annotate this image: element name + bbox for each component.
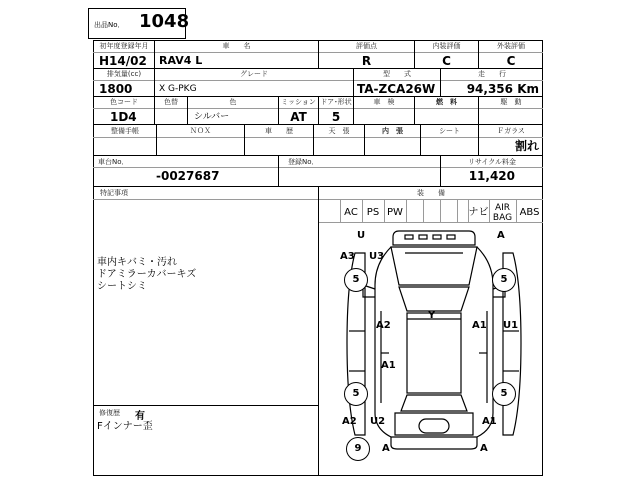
fuel-label: 燃 料 <box>436 98 457 106</box>
mark-a-front-right: A <box>497 230 505 241</box>
drive-label: 駆 動 <box>500 98 522 106</box>
score-label: 評価点 <box>356 42 377 50</box>
mark-a1-rear: A1 <box>482 416 497 427</box>
displacement-value: 1800 <box>99 82 133 96</box>
right-body-side <box>477 247 493 437</box>
repair-history-value: 有 <box>135 411 145 422</box>
color-name-value: シルバー <box>194 112 230 122</box>
mark-y-roof: Y <box>428 310 436 321</box>
mileage-value: 94,356 Km <box>466 82 539 96</box>
equipment-label: 装 備 <box>417 189 445 197</box>
mission-value: AT <box>290 110 307 124</box>
spare-tire-shape <box>419 419 449 433</box>
doors-value: 5 <box>331 110 341 124</box>
doors-label: ドア･形状 <box>320 98 352 106</box>
mark-a1-right: A1 <box>472 320 487 331</box>
front-bumper-slots <box>405 235 413 239</box>
repair-note: Fインナー歪 <box>97 421 153 432</box>
roof-shape <box>407 313 461 393</box>
tailgate-shape <box>395 413 473 435</box>
windshield-shape <box>399 287 469 311</box>
model-code-label: 型 式 <box>383 70 411 78</box>
equip-ac: AC <box>344 207 358 218</box>
mark-a2-left: A2 <box>376 320 391 331</box>
exterior-rating-label: 外装評価 <box>497 42 525 50</box>
remarks-label: 特記事項 <box>100 189 128 197</box>
nox-label: ＮＯＸ <box>190 127 211 135</box>
mileage-label: 走 行 <box>478 70 506 78</box>
color-code-label: 色コード <box>110 98 138 106</box>
seat-label: シート <box>439 127 460 135</box>
tire-spare: 9 <box>346 437 370 461</box>
lot-number-box <box>88 8 190 39</box>
mark-u1: U1 <box>503 320 519 331</box>
mark-a-rear-left: A <box>382 443 390 454</box>
car-name-label: 車 名 <box>222 42 251 50</box>
mark-u-front: U <box>357 230 366 241</box>
equip-navi: ナビ <box>468 207 489 218</box>
equip-abs: ABS <box>519 207 540 218</box>
remark-line: 車内キバミ・汚れ <box>97 257 177 268</box>
first-registration-label: 初年度登録年月 <box>99 42 149 50</box>
mark-a1-left: A1 <box>381 360 396 371</box>
registration-number-label: 登録No． <box>288 158 319 166</box>
interior-rating-label: 内装評価 <box>432 42 461 50</box>
remark-line: ドアミラーカバーキズ <box>97 269 197 280</box>
chassis-number-value: -0027687 <box>156 169 220 183</box>
model-code-value: TA-ZCA26W <box>357 82 436 96</box>
equip-airbag <box>489 203 516 222</box>
mark-a3: A3 <box>340 251 355 262</box>
color-change-label: 色替 <box>164 98 178 106</box>
repair-history-label: 修復歴 <box>99 409 120 417</box>
lot-number: 1048 <box>139 11 190 32</box>
left-body-side <box>375 247 391 437</box>
front-glass-value: 割れ <box>514 139 539 153</box>
recycle-fee-label: リサイクル料金 <box>467 158 517 166</box>
tire-rear-left: 5 <box>344 382 368 406</box>
tire-front-left: 5 <box>344 268 368 292</box>
equip-ps: PS <box>366 207 380 218</box>
color-code-value: 1D4 <box>110 110 137 124</box>
equip-airbag-text: AIR BAG <box>492 203 513 223</box>
recycle-fee-value: 11,420 <box>468 169 515 183</box>
history-label: 車 歴 <box>265 127 293 135</box>
rear-bumper-shape <box>391 437 477 449</box>
mark-u3: U3 <box>369 251 385 262</box>
exterior-rating-value: C <box>506 54 516 68</box>
remark-line: シートシミ <box>97 281 147 292</box>
score-value: R <box>361 54 372 68</box>
color-label: 色 <box>229 98 237 106</box>
maintenance-book-label: 整備手帳 <box>111 127 139 135</box>
grade-label: グレード <box>240 70 268 78</box>
mission-label: ミッション <box>281 98 316 106</box>
chassis-number-label: 車台No． <box>98 158 129 166</box>
interior-rating-value: C <box>442 54 451 68</box>
inspection-label: 車 検 <box>373 98 395 106</box>
tire-rear-right: 5 <box>492 382 516 406</box>
front-glass-label: Ｆガラス <box>497 127 525 135</box>
displacement-label: 排気量(cc) <box>106 70 142 78</box>
interior-trim-label: 内 張 <box>382 127 403 135</box>
car-name-value: RAV4 L <box>159 54 203 67</box>
tire-front-right: 5 <box>492 268 516 292</box>
headliner-label: 天 張 <box>328 127 350 135</box>
grade-value: X G-PKG <box>159 84 197 94</box>
first-registration-value: H14/02 <box>99 54 147 68</box>
rear-window-shape <box>401 395 467 411</box>
lot-number-label: 出品No． <box>94 21 125 29</box>
mark-a2-rear: A2 <box>342 416 357 427</box>
mark-u2: U2 <box>370 416 386 427</box>
equip-pw: PW <box>387 207 403 218</box>
mark-a-rear-right: A <box>480 443 488 454</box>
